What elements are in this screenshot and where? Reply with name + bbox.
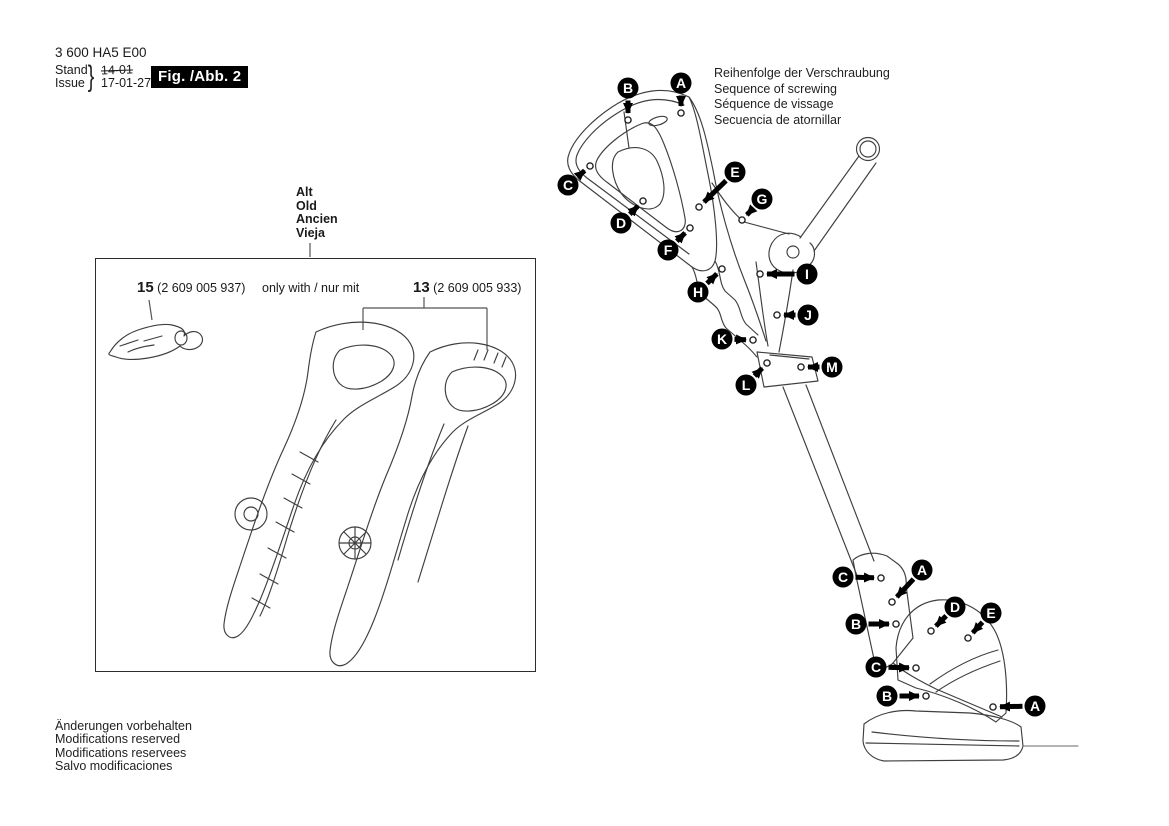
guard (863, 711, 1023, 761)
aux-handle-pivot (787, 246, 799, 258)
screw-hole (878, 575, 884, 581)
shaft-clamp-line (770, 355, 809, 359)
callout-arrow (897, 579, 914, 597)
aux-handle-ring-inner (860, 141, 876, 157)
old-label-fr: Ancien (296, 212, 338, 227)
issue-value: 17-01-27 (101, 76, 152, 90)
part-15-leader (149, 300, 152, 320)
handle-half-left-hole (333, 345, 394, 389)
sequence-note-fr: Séquence de vissage (714, 97, 834, 111)
screw-hole (696, 204, 702, 210)
handle-half-right-curves (398, 424, 468, 582)
vent-slot (648, 115, 668, 128)
sequence-note-en: Sequence of screwing (714, 81, 837, 96)
callout-arrow (856, 577, 875, 578)
callout-d (928, 597, 966, 635)
callout-arrow (747, 208, 754, 215)
callout-letter: G (756, 191, 768, 207)
part-13-number: 13 (413, 279, 430, 296)
callout-letter: A (1029, 698, 1041, 714)
sequence-note-de: Reihenfolge der Verschraubung (714, 66, 890, 80)
screw-hole (774, 312, 780, 318)
screw-hole (990, 704, 996, 710)
screw-hole (913, 665, 919, 671)
type-number: 3 600 HA5 E00 (55, 45, 147, 60)
grip-column (612, 148, 664, 209)
old-label-es: Vieja (296, 226, 325, 241)
only-with-note: only with / nur mit (262, 281, 360, 295)
callout-h (688, 266, 726, 303)
callout-arrow (973, 622, 983, 633)
head-plate (850, 553, 913, 667)
trimmer-line-art (568, 90, 1078, 761)
screw-hole (893, 621, 899, 627)
callout-i (757, 264, 818, 285)
handle-left-boss (235, 498, 267, 530)
handle-half-left-spine (260, 420, 336, 616)
callout-letter: M (826, 359, 838, 375)
callout-letter: D (615, 215, 627, 231)
callout-arrow (630, 206, 638, 214)
callout-letter: I (805, 266, 809, 282)
callout-arrow (677, 233, 685, 241)
stand-label: Stand (55, 63, 88, 77)
callout-e (965, 603, 1002, 642)
screw-hole (764, 360, 770, 366)
issue-label: Issue (55, 76, 85, 90)
callout-e (696, 162, 746, 211)
callout-b (877, 686, 930, 707)
callout-k (712, 329, 757, 350)
callout-g (739, 189, 773, 224)
modifications-de: Änderungen vorbehalten (55, 719, 192, 733)
screw-hole (739, 217, 745, 223)
screw-hole (640, 198, 646, 204)
handle-right-grip-hatch (474, 350, 506, 367)
guard-bands (866, 732, 1019, 746)
sequence-note-es: Secuencia de atornillar (714, 112, 842, 127)
part-15-detail (120, 336, 162, 352)
callout-m (798, 357, 843, 378)
screw-hole (587, 163, 593, 169)
modifications-en: Modifications reserved (55, 732, 181, 747)
housing-right-edge (689, 97, 766, 341)
modifications-es: Salvo modificaciones (55, 759, 173, 774)
screw-hole (798, 364, 804, 370)
callout-a (990, 696, 1046, 717)
callout-letter: F (663, 242, 673, 258)
part-15-number: 15 (137, 279, 154, 296)
callout-letter: J (804, 307, 812, 323)
callout-c (866, 657, 920, 678)
inset-line-art (109, 322, 516, 666)
callout-letter: H (692, 284, 704, 300)
screw-hole (625, 117, 631, 123)
aux-handle-arm (800, 156, 876, 251)
callout-letter: B (850, 616, 862, 632)
stand-value-struck: 14-01 (100, 62, 134, 78)
callout-letter: D (949, 599, 961, 615)
screw-hole (889, 599, 895, 605)
handle-half-left (224, 322, 414, 638)
screw-hole (719, 266, 725, 272)
callout-arrow (889, 667, 910, 668)
screw-hole (687, 225, 693, 231)
callout-layer (558, 73, 1046, 717)
screw-hole (928, 628, 934, 634)
modifications-fr: Modifications reservees (55, 745, 187, 760)
old-label-en: Old (296, 198, 317, 213)
grip-hole (596, 123, 686, 232)
handle-left-boss-inner (244, 507, 258, 521)
callout-letter: A (675, 75, 687, 91)
callout-j (774, 305, 819, 326)
callout-letter: B (622, 80, 634, 96)
callout-letter: C (837, 569, 849, 585)
callout-arrow (707, 274, 717, 284)
callout-letter: K (716, 331, 728, 347)
callout-arrow (1000, 706, 1023, 707)
part-13-bracket (363, 297, 487, 350)
screw-hole (923, 693, 929, 699)
callout-f (658, 225, 694, 261)
part-15-art (109, 324, 203, 359)
screw-hole (965, 635, 971, 641)
callout-letter: C (870, 659, 882, 675)
head-skirt (893, 663, 1002, 717)
callout-letter: E (986, 605, 996, 621)
callout-a (889, 560, 933, 606)
callout-letter: L (741, 377, 751, 393)
callout-b (846, 614, 900, 635)
callout-l (736, 360, 771, 396)
screw-hole (750, 337, 756, 343)
callout-b (618, 78, 639, 124)
callout-a (671, 73, 692, 117)
part-15-tube (175, 331, 187, 345)
head-dome-swoosh (930, 650, 1000, 692)
callout-letter: B (881, 688, 893, 704)
brace-glyph: } (87, 60, 95, 93)
handle-right-boss-spokes (339, 527, 371, 559)
screw-hole (757, 271, 763, 277)
figure-badge: Fig. /Abb. 2 (151, 66, 248, 88)
callout-letter: E (730, 164, 740, 180)
part-13-code: (2 609 005 933) (433, 281, 522, 295)
screw-hole (678, 110, 684, 116)
old-label-de: Alt (296, 185, 313, 199)
handle-half-right (330, 343, 516, 666)
part-15-code: (2 609 005 937) (157, 281, 246, 295)
callout-letter: C (562, 177, 574, 193)
callout-letter: A (916, 562, 928, 578)
callout-arrow (936, 616, 946, 626)
shaft-tube (783, 385, 874, 578)
